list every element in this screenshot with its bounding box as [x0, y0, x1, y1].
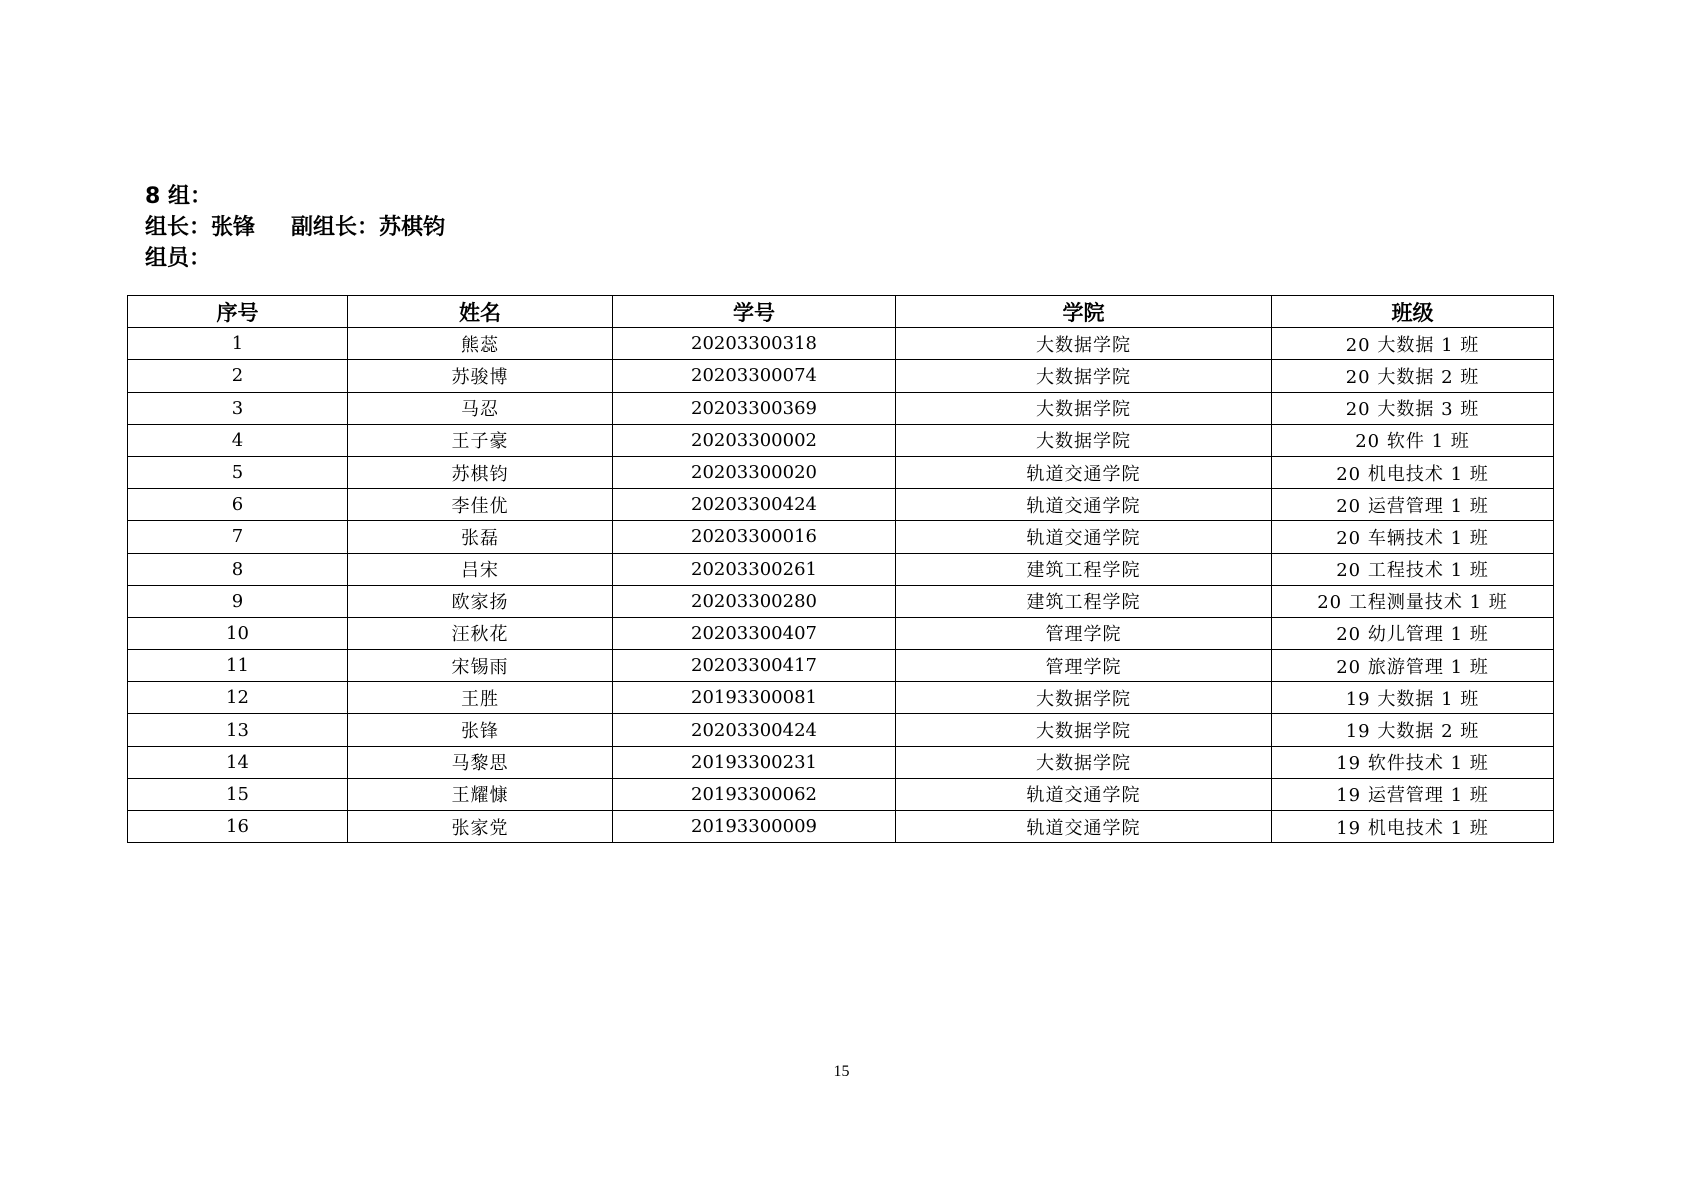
cell-name: 熊蕊 — [348, 328, 613, 360]
cell-student-id: 20203300424 — [613, 489, 896, 521]
cell-student-id: 20203300020 — [613, 456, 896, 488]
cell-class: 19 大数据 2 班 — [1272, 714, 1554, 746]
cell-college: 大数据学院 — [896, 746, 1272, 778]
cell-college: 大数据学院 — [896, 682, 1272, 714]
cell-index: 1 — [128, 328, 348, 360]
cell-index: 7 — [128, 521, 348, 553]
deputy-label: 副组长： — [291, 215, 380, 240]
cell-student-id: 20203300424 — [613, 714, 896, 746]
col-header-student-id: 学号 — [613, 296, 896, 328]
cell-index: 3 — [128, 392, 348, 424]
table-row — [128, 328, 1554, 360]
cell-student-id: 20203300318 — [613, 328, 896, 360]
table-row — [128, 714, 1554, 746]
cell-student-id: 20193300009 — [613, 811, 896, 843]
cell-index: 13 — [128, 714, 348, 746]
table-row — [128, 617, 1554, 649]
cell-college: 大数据学院 — [896, 392, 1272, 424]
cell-name: 马忍 — [348, 392, 613, 424]
cell-student-id: 20203300261 — [613, 553, 896, 585]
table-row — [128, 650, 1554, 682]
cell-student-id: 20203300074 — [613, 360, 896, 392]
col-header-college: 学院 — [896, 296, 1272, 328]
table-row — [128, 392, 1554, 424]
cell-college: 建筑工程学院 — [896, 553, 1272, 585]
table-row — [128, 778, 1554, 810]
cell-college: 轨道交通学院 — [896, 489, 1272, 521]
cell-index: 11 — [128, 650, 348, 682]
cell-class: 20 幼儿管理 1 班 — [1272, 617, 1554, 649]
cell-class: 20 大数据 3 班 — [1272, 392, 1554, 424]
cell-index: 6 — [128, 489, 348, 521]
table-row — [128, 585, 1554, 617]
cell-student-id: 20193300062 — [613, 778, 896, 810]
members-label: 组员： — [145, 246, 212, 271]
cell-name: 苏骏博 — [348, 360, 613, 392]
cell-class: 20 软件 1 班 — [1272, 424, 1554, 456]
cell-name: 张锋 — [348, 714, 613, 746]
cell-index: 14 — [128, 746, 348, 778]
cell-class: 20 车辆技术 1 班 — [1272, 521, 1554, 553]
cell-class: 20 工程测量技术 1 班 — [1272, 585, 1554, 617]
cell-college: 轨道交通学院 — [896, 456, 1272, 488]
table-row — [128, 682, 1554, 714]
cell-college: 大数据学院 — [896, 360, 1272, 392]
cell-name: 欧家扬 — [348, 585, 613, 617]
cell-index: 9 — [128, 585, 348, 617]
col-header-name: 姓名 — [348, 296, 613, 328]
cell-index: 12 — [128, 682, 348, 714]
cell-name: 汪秋花 — [348, 617, 613, 649]
col-header-index: 序号 — [128, 296, 348, 328]
cell-student-id: 20203300407 — [613, 617, 896, 649]
leader-name: 张锋 — [211, 215, 256, 240]
cell-college: 轨道交通学院 — [896, 778, 1272, 810]
cell-class: 20 大数据 1 班 — [1272, 328, 1554, 360]
page-number: 15 — [833, 1063, 850, 1080]
cell-name: 吕宋 — [348, 553, 613, 585]
cell-name: 王胜 — [348, 682, 613, 714]
table-row — [128, 489, 1554, 521]
cell-class: 20 旅游管理 1 班 — [1272, 650, 1554, 682]
cell-class: 20 大数据 2 班 — [1272, 360, 1554, 392]
cell-index: 2 — [128, 360, 348, 392]
cell-name: 李佳优 — [348, 489, 613, 521]
cell-college: 大数据学院 — [896, 714, 1272, 746]
cell-name: 张磊 — [348, 521, 613, 553]
cell-index: 8 — [128, 553, 348, 585]
cell-index: 16 — [128, 811, 348, 843]
cell-class: 20 机电技术 1 班 — [1272, 456, 1554, 488]
cell-college: 轨道交通学院 — [896, 811, 1272, 843]
cell-college: 管理学院 — [896, 617, 1272, 649]
cell-name: 王耀慷 — [348, 778, 613, 810]
table-row — [128, 746, 1554, 778]
cell-class: 19 运营管理 1 班 — [1272, 778, 1554, 810]
cell-student-id: 20203300417 — [613, 650, 896, 682]
table-row — [128, 521, 1554, 553]
leader-line — [145, 212, 445, 243]
group-title: 8 组： — [145, 184, 212, 209]
cell-class: 19 机电技术 1 班 — [1272, 811, 1554, 843]
cell-college: 大数据学院 — [896, 328, 1272, 360]
cell-student-id: 20203300280 — [613, 585, 896, 617]
table-row — [128, 424, 1554, 456]
cell-name: 马黎思 — [348, 746, 613, 778]
cell-student-id: 20203300002 — [613, 424, 896, 456]
cell-index: 5 — [128, 456, 348, 488]
col-header-class: 班级 — [1272, 296, 1554, 328]
cell-index: 4 — [128, 424, 348, 456]
cell-class: 19 大数据 1 班 — [1272, 682, 1554, 714]
table-header-row — [128, 296, 1554, 328]
cell-class: 19 软件技术 1 班 — [1272, 746, 1554, 778]
cell-index: 15 — [128, 778, 348, 810]
cell-college: 管理学院 — [896, 650, 1272, 682]
table-row — [128, 360, 1554, 392]
table-row — [128, 553, 1554, 585]
cell-student-id: 20193300231 — [613, 746, 896, 778]
cell-college: 大数据学院 — [896, 424, 1272, 456]
cell-student-id: 20203300369 — [613, 392, 896, 424]
cell-college: 建筑工程学院 — [896, 585, 1272, 617]
cell-student-id: 20203300016 — [613, 521, 896, 553]
cell-name: 张家党 — [348, 811, 613, 843]
cell-name: 宋锡雨 — [348, 650, 613, 682]
cell-student-id: 20193300081 — [613, 682, 896, 714]
member-table — [127, 295, 1554, 843]
table-body — [128, 328, 1554, 843]
deputy-name: 苏棋钧 — [379, 215, 446, 240]
table-row — [128, 811, 1554, 843]
cell-class: 20 工程技术 1 班 — [1272, 553, 1554, 585]
group-header — [145, 181, 445, 274]
cell-name: 王子豪 — [348, 424, 613, 456]
leader-label: 组长： — [145, 215, 212, 240]
cell-index: 10 — [128, 617, 348, 649]
cell-college: 轨道交通学院 — [896, 521, 1272, 553]
table-row — [128, 456, 1554, 488]
cell-class: 20 运营管理 1 班 — [1272, 489, 1554, 521]
cell-name: 苏棋钧 — [348, 456, 613, 488]
